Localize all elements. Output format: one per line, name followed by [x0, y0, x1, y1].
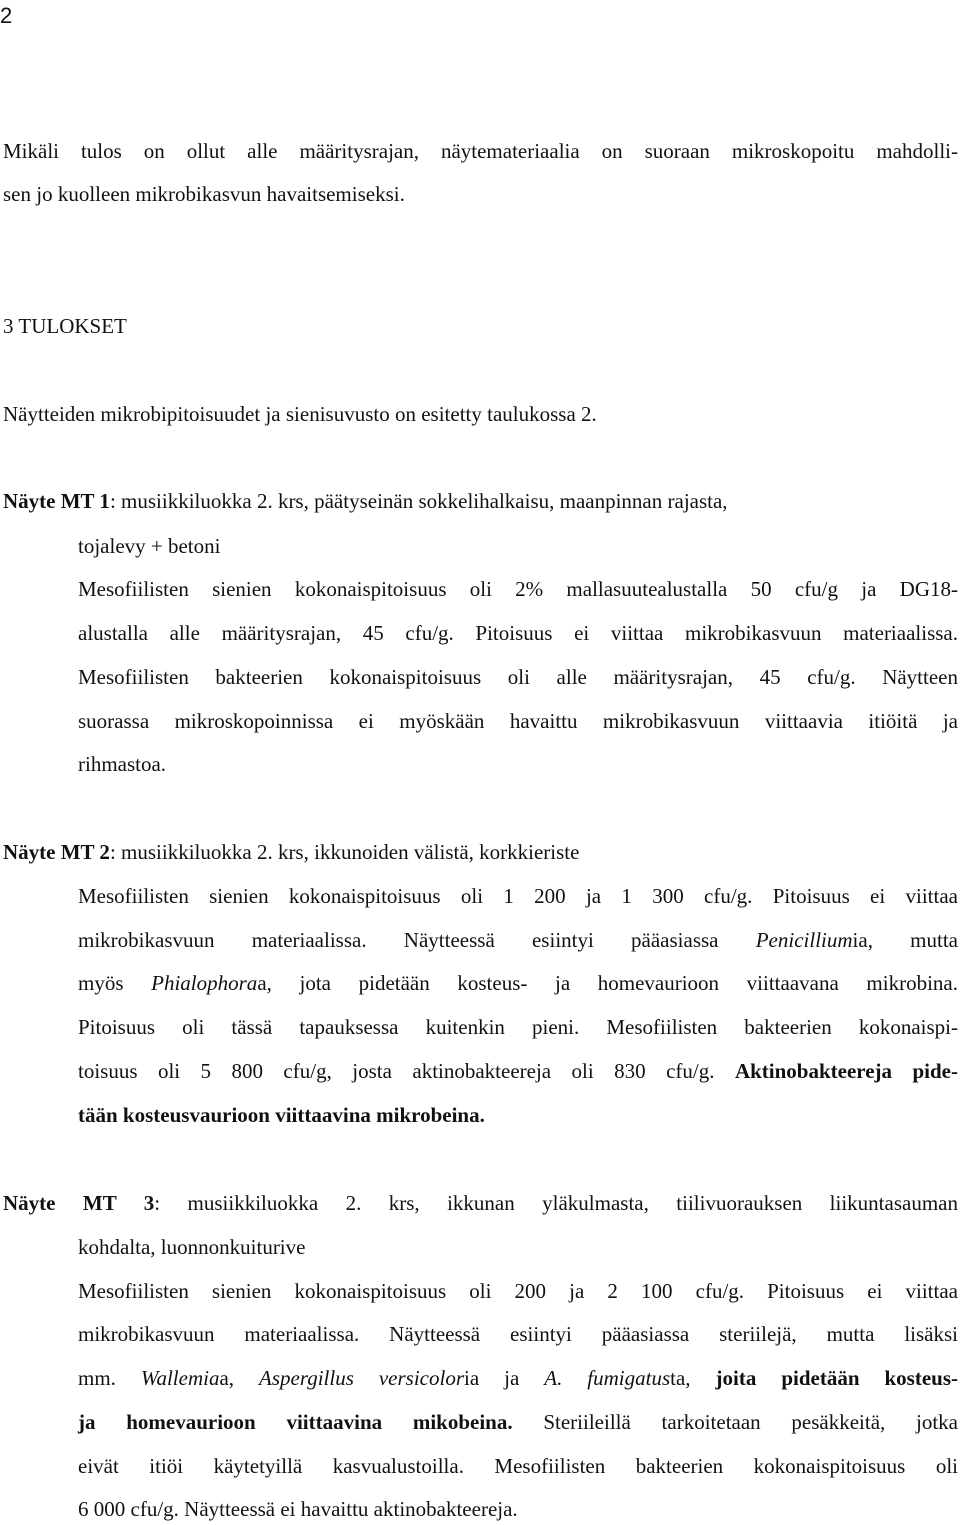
- sample-mt3-label: Näyte MT 3: [3, 1191, 155, 1215]
- sample-mt2-title: [3, 842, 579, 863]
- mt1-body-line-2: alustalla alle määritysrajan, 45 cfu/g. Pitoisuus ei viittaa mikrobikasvuun materiaalissa.: [78, 621, 958, 645]
- mt3-body-line-1: Mesofiilisten sienien kokonaispitoisuus oli 200 ja 2 100 cfu/g. Pitoisuus ei viittaa: [78, 1279, 958, 1303]
- species-aspergillus-versicolor: Aspergillus versicolor: [259, 1366, 465, 1390]
- mt3-bold-conclusion-end: ja homevaurioon viittaavina mikobeina.: [78, 1410, 513, 1434]
- sample-mt2-title-rest: : musiikkiluokka 2. krs, ikkunoiden välistä, korkkieriste: [109, 840, 580, 864]
- mt1-body-line-4: suorassa mikroskopoinnissa ei myöskään havaittu mikrobikasvuun viittaavia itiöitä ja: [78, 709, 958, 733]
- intro-line-1: Mikäli tulos on ollut alle määritysrajan, näytemateriaalia on suoraan mikroskopoitu mahdolli-: [3, 139, 958, 163]
- mt2-body-line-6: [78, 1105, 485, 1126]
- mt2-body-line-3: myös Phialophoraa, jota pidetään kosteus- ja homevaurioon viittaavana mikrobina.: [78, 971, 958, 995]
- mt3-bold-conclusion-start: joita pidetään kosteus-: [715, 1366, 958, 1390]
- genus-phialophora: Phialophora: [151, 971, 258, 995]
- mt2-body-line-1: Mesofiilisten sienien kokonaispitoisuus oli 1 200 ja 1 300 cfu/g. Pitoisuus ei viittaa: [78, 884, 958, 908]
- mt3-body-line-6: 6 000 cfu/g. Näytteessä ei havaittu aktinobakteereja.: [78, 1497, 518, 1521]
- page-number: 2: [0, 3, 13, 28]
- mt2-body-line-2: mikrobikasvuun materiaalissa. Näytteessä esiintyi pääasiassa Penicilliumia, mutta: [78, 928, 959, 952]
- section-lead: Näytteiden mikrobipitoisuudet ja sienisuvusto on esitetty taulukossa 2.: [3, 402, 597, 426]
- section-heading: 3 TULOKSET: [3, 314, 127, 338]
- sample-mt1-title: [3, 491, 728, 512]
- mt1-body-line-5: rihmastoa.: [78, 752, 167, 776]
- mt2-body-line-4: Pitoisuus oli tässä tapauksessa kuitenkin pieni. Mesofiilisten bakteerien kokonaispi-: [78, 1015, 958, 1039]
- sample-mt1-title-line2: tojalevy + betoni: [78, 534, 221, 558]
- sample-mt3-title: [3, 1193, 958, 1214]
- mt3-body-line-4: ja homevaurioon viittaavina mikobeina. Steriileillä tarkoitetaan pesäkkeitä, jotka: [78, 1410, 958, 1434]
- sample-mt1-label: Näyte MT 1: [3, 489, 110, 513]
- mt3-body-line-5: eivät itiöi käytetyillä kasvualustoilla. Mesofiilisten bakteerien kokonaispitoisuus oli: [78, 1454, 958, 1478]
- sample-mt1-title-rest: : musiikkiluokka 2. krs, päätyseinän sokkelihalkaisu, maanpinnan rajasta,: [109, 489, 728, 513]
- mt2-body-line-5: toisuus oli 5 800 cfu/g, josta aktinobakteereja oli 830 cfu/g. Aktinobakteereja pide-: [78, 1059, 958, 1083]
- sample-mt2-label: Näyte MT 2: [3, 840, 110, 864]
- mt3-body-line-2: mikrobikasvuun materiaalissa. Näytteessä esiintyi pääasiassa steriilejä, mutta lisäksi: [78, 1322, 958, 1346]
- sample-mt3-title-line2: kohdalta, luonnonkuiturive: [78, 1235, 306, 1259]
- mt1-body-line-1: Mesofiilisten sienien kokonaispitoisuus oli 2% mallasuutealustalla 50 cfu/g ja DG18-: [78, 577, 958, 601]
- genus-wallemia: Wallemia: [140, 1366, 220, 1390]
- mt3-body-line-3: mm. Wallemiaa, Aspergillus versicoloria ja A. fumigatusta, joita pidetään kosteus-: [78, 1366, 958, 1390]
- mt1-body-line-3: Mesofiilisten bakteerien kokonaispitoisuus oli alle määritysrajan, 45 cfu/g. Näytteen: [78, 665, 958, 689]
- mt2-bold-conclusion-start: Aktinobakteereja pide-: [734, 1059, 958, 1083]
- sample-mt3-title-rest: : musiikkiluokka 2. krs, ikkunan yläkulmasta, tiilivuorauksen liikuntasauman: [154, 1191, 958, 1215]
- species-a-fumigatus: A. fumigatus: [544, 1366, 671, 1390]
- intro-line-2: sen jo kuolleen mikrobikasvun havaitsemiseksi.: [3, 182, 405, 206]
- genus-penicillium: Penicillium: [755, 928, 853, 952]
- mt2-bold-conclusion-end: tään kosteusvaurioon viittaavina mikrobeina.: [78, 1103, 485, 1127]
